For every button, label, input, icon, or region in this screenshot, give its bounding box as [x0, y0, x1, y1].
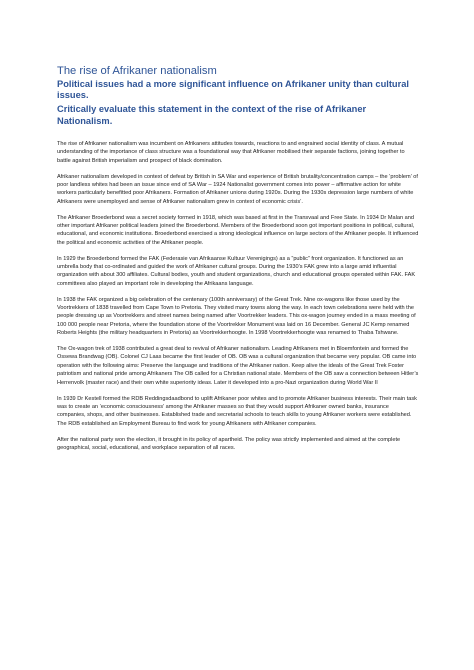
paragraph-introduction: The rise of Afrikaner nationalism was incumbent on Afrikaners attitudes towards, reactions to and engrained social identity of class. A mutual understanding of the importance of class structure was a foundational way that Afrikaner mobilised their separate factions, joining together to battle against British imperialism and prospect of black domination. — [57, 140, 405, 164]
document-content — [57, 64, 419, 460]
document-title: The rise of Afrikaner nationalism — [57, 65, 217, 77]
paragraph-ossewa-brandwag: The Ox-wagon trek of 1938 contributed a great deal to revival of Afrikaner nationalism. Leading Afrikaners met in Bloemfontein and formed the Ossewa Brandwag (OB). Colonel CJ Laas became the first leader of OB. OB was a cultural organization that became very popular. OB came into operation with the following aims: Preserve the language and traditions of the Afrikaner nation. Keep alive the ideals of the Great Trek Foster patriotism and national pride among Afrikaners The OB called for a Christian national state. Members of the OB saw a connection between Hitler’s Herrenvolk (master race) and their own white superiority ideas. Later it developed into a pro-Nazi organization during World War II — [57, 346, 419, 386]
paragraph-fak: In 1929 the Broederbond formed the FAK (Federasie van Afrikaanse Kultuur Verenigings) as a “public” front organization. It functioned as an umbrella body that co-ordinated and guided the work of Afrikaner cultural groups. During the 1930’s FAK grew into a large amid influential organization with about 300 affiliates. Cultural bodies, youth and student organizations, church and educational groups operated within FAK. FAK committees also played an important role in developing the Afrikaans language. — [57, 255, 416, 287]
paragraph-apartheid: After the national party won the election, it brought in its policy of apartheid. The policy was strictly implemented and aimed at the complete geographical, social, educational, and workplace separation of all races. — [57, 436, 401, 451]
essay-question-statement: Political issues had a more significant influence on Afrikaner unity than cultural issues. — [57, 79, 409, 101]
body-text — [57, 140, 419, 452]
paragraph-rdb: In 1939 Dr Kestell formed the RDB Reddingsdaadbond to uplift Afrikaner poor whites and to promote Afrikaner business interests. Their main task was to create an ‘economic consciousness’ among the Afrikaner masses so that they would support Afrikaner owned banks, insurance companies, shops, and other businesses. Established trade and secretarial schools to teach skills to young Afrikaner workers were established. The RDB established an Employment Bureau to find work for young Afrikaners with Afrikaner companies. — [57, 395, 417, 427]
paragraph-great-trek-centenary: In 1938 the FAK organized a big celebration of the centenary (100th anniversary) of the Great Trek. Nine ox-wagons like those used by the Voortrekkers of 1838 travelled from Cape Town to Pretoria. They visited many towns along the way. In each town celebrations were held with the people dressing up as Voortrekkers and street names being named after Voortrekker leaders. This ox-wagon journey ended in a mass meeting of 100 000 people near Pretoria, where the foundation stone of the Voortrekker Monument was laid on 16 December. General JC Kemp renamed Roberts Heights (the military headquarters in Pretoria) as Voortrekkerhoogte. In 1998 Voortrekkerhoogte was renamed to Thaba Tshwane. — [57, 296, 416, 337]
essay-question-instruction: Critically evaluate this statement in the context of the rise of Afrikaner Nationalism. — [57, 104, 367, 126]
paragraph-broederbond: The Afrikaner Broederbond was a secret society formed in 1918, which was based at first in the Transvaal and Free State. In 1934 Dr Malan and other important Afrikaner political leaders joined the Broederbond. Members of the Broederbond soon got important positions in political, cultural, educational, and economic institutions. Broederbond exercised a strong ideological influence on large sectors of the Afrikaner people. It influenced the political and economic activities of the Afrikaner people. — [57, 214, 419, 246]
paragraph-context: Afrikaner nationalism developed in context of defeat by British in SA War and experience of British brutality/concentration camps – the ‘problem’ of poor landless whites had been an issue since end of SA War – 1924 Nationalist government comes into power – affirmative action for white workers particularly benefitted poor Afrikaners. Formation of Afrikaner unions during 1920s. During the 1930s depression large numbers of white Afrikaners were unemployed and sense of Afrikaner nationalism grew in context of economic crisis’. — [57, 173, 418, 205]
